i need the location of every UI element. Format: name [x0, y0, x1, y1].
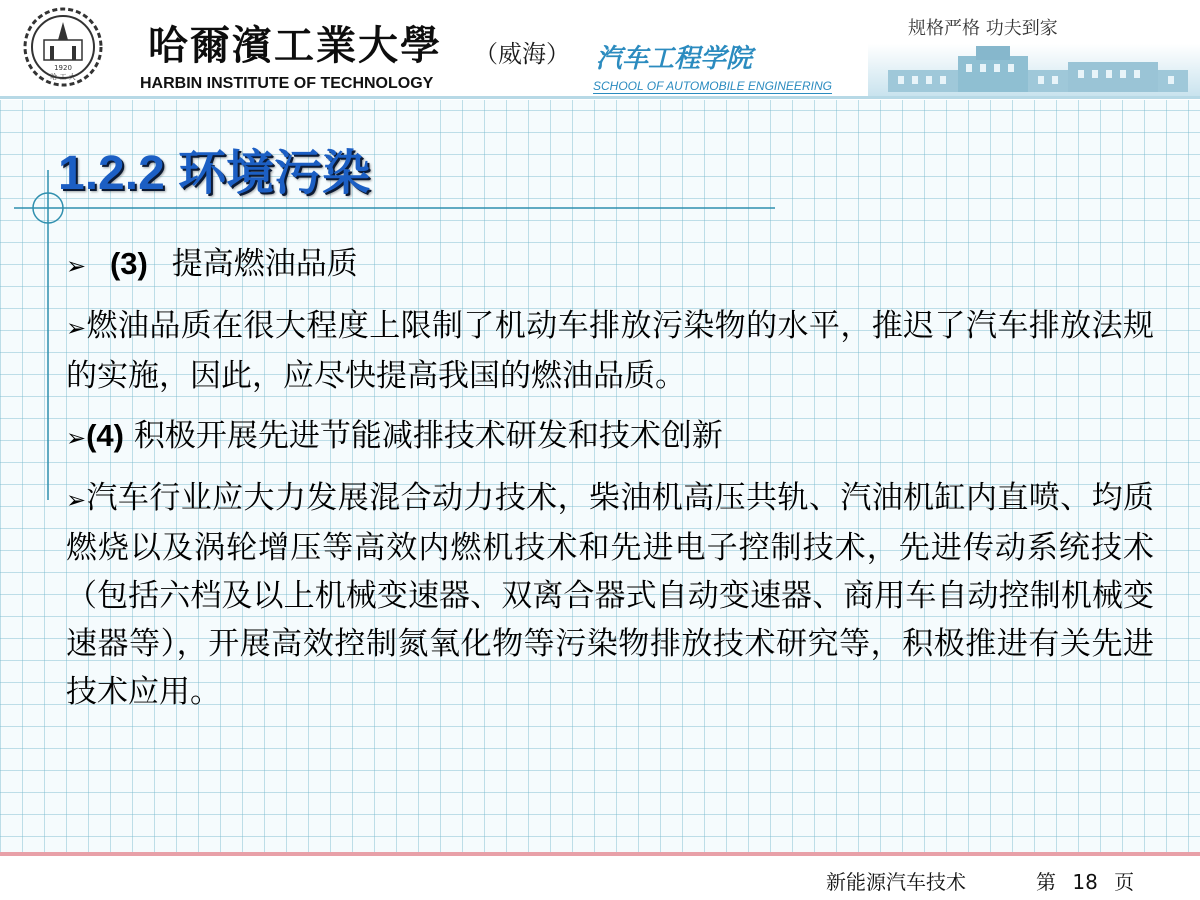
bullet-arrow-icon: ➢: [66, 486, 87, 514]
seal-year: 1920: [54, 64, 72, 72]
school-name-cn: 汽车工程学院: [596, 44, 753, 74]
item-text: 提高燃油品质: [171, 246, 358, 282]
footer-band: [0, 856, 1200, 900]
list-item: [66, 240, 1154, 290]
page-number: 18: [1072, 870, 1098, 894]
item-label: (4): [86, 418, 124, 453]
page-suffix: 页: [1114, 870, 1135, 894]
page-indicator: [1036, 866, 1134, 895]
seal-name: 哈 工 大: [50, 73, 76, 81]
university-seal-icon: [22, 6, 104, 88]
slide-title: 1.2.2 环境污染: [58, 147, 371, 200]
item-text: 积极开展先进节能减排技术研发和技术创新: [133, 418, 723, 454]
list-item: [66, 474, 1154, 716]
campus-label: （威海）: [474, 40, 570, 68]
bullet-arrow-icon: ➢: [66, 252, 87, 280]
list-item: [66, 412, 1154, 462]
school-name-en: SCHOOL OF AUTOMOBILE ENGINEERING: [593, 79, 832, 93]
bullet-arrow-icon: ➢: [66, 424, 87, 452]
course-name: 新能源汽车技术: [826, 870, 966, 894]
university-name-cn: 哈爾濱工業大學: [148, 22, 442, 69]
item-text: 燃油品质在很大程度上限制了机动车排放污染物的水平，推迟了汽车排放法规的实施，因此，应尽快提高我国的燃油品质。: [66, 308, 1154, 394]
item-label: (3): [109, 246, 148, 281]
bullet-arrow-icon: ➢: [66, 314, 87, 342]
list-item: [66, 302, 1154, 400]
header-divider: [0, 96, 1200, 99]
slide-body: [66, 240, 1154, 728]
university-name-en: HARBIN INSTITUTE OF TECHNOLOGY: [140, 75, 434, 92]
page-prefix: 第: [1036, 870, 1056, 894]
item-text: 汽车行业应大力发展混合动力技术，柴油机高压共轨、汽油机缸内直喷、均质燃烧以及涡轮增压等高效内燃机技术和先进电子控制技术，先进传动系统技术（包括六档及以上机械变速器、双离合器式自动变速器、商用车自动控制机械变速器等），开展高效控制氮氧化物等污染物排放技术研究等，积极推进有关先进技术应用。: [66, 480, 1154, 710]
campus-building-illustration: [868, 44, 1200, 96]
motto-text: 规格严格 功夫到家: [908, 18, 1058, 39]
slide-header: [0, 0, 1200, 100]
